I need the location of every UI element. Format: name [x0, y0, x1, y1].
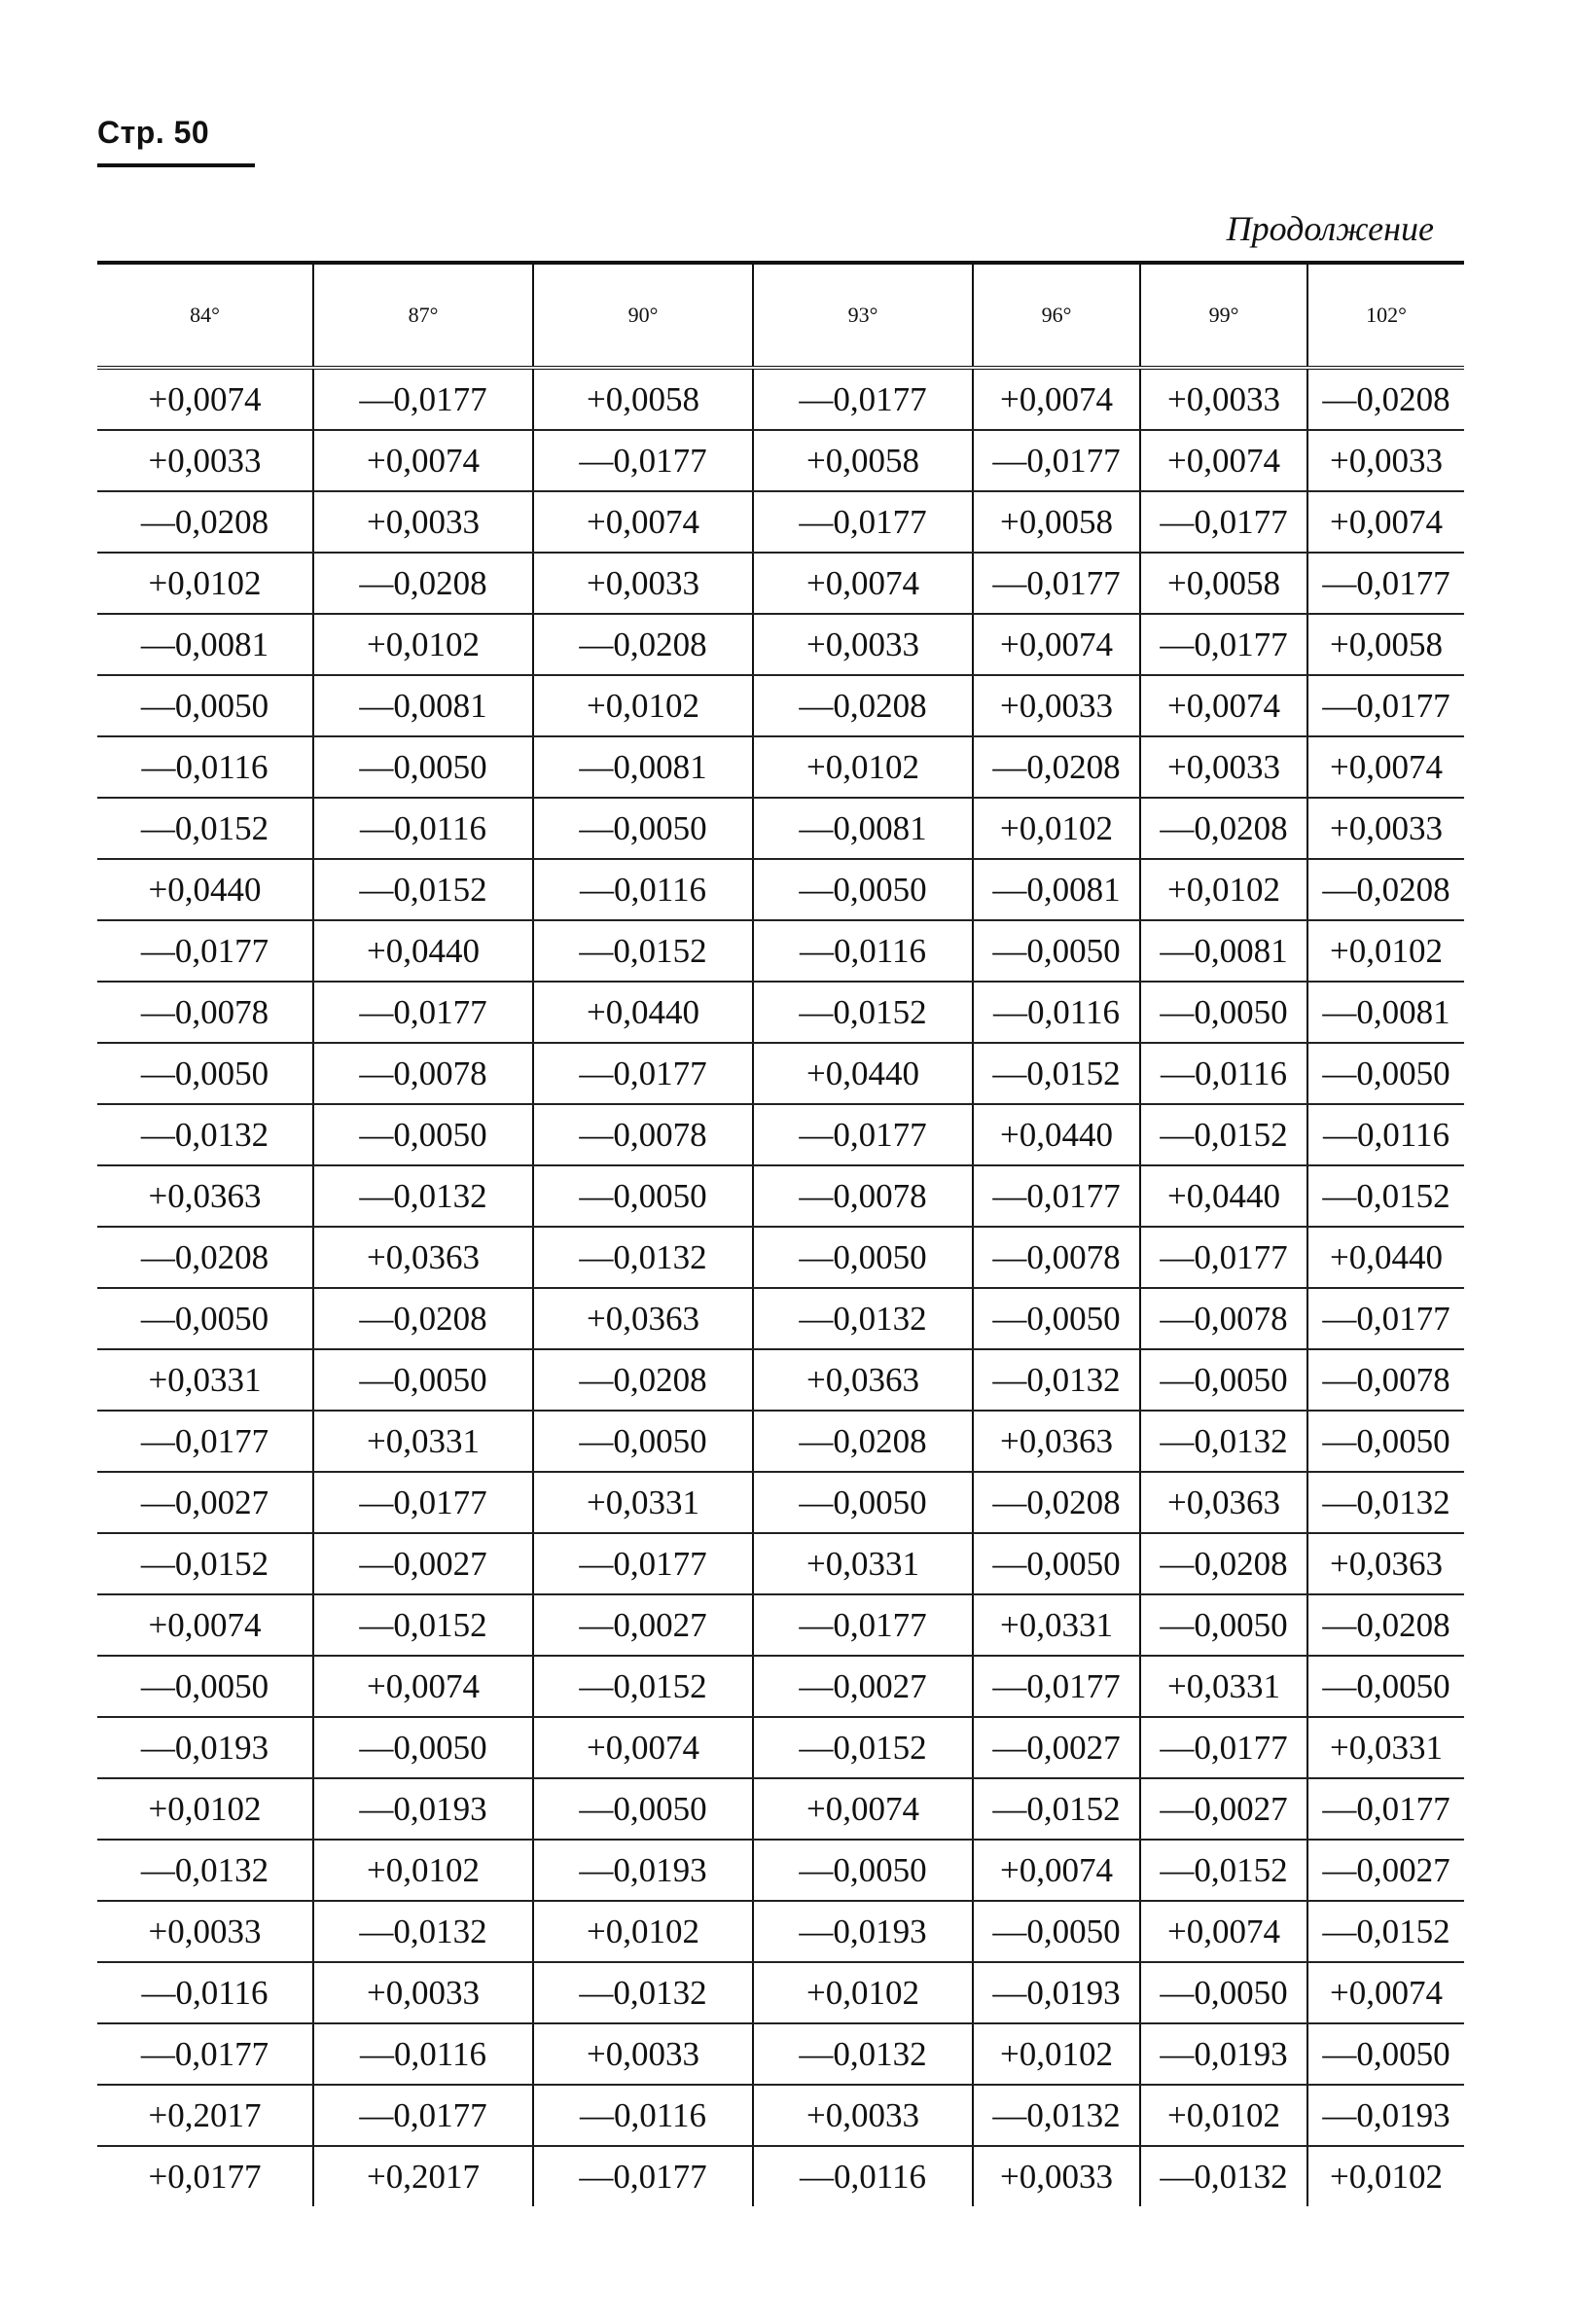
table-row [97, 1656, 1464, 1717]
table-cell: —0,0132 [533, 1227, 753, 1288]
table-row [97, 1472, 1464, 1533]
table-cell: +0,0440 [313, 920, 533, 982]
table-cell: —0,0132 [753, 2023, 973, 2085]
table-cell: —0,0193 [97, 1717, 313, 1778]
table-cell: —0,0050 [533, 1778, 753, 1840]
table-cell: —0,0050 [97, 675, 313, 736]
table-cell: —0,0177 [1307, 1288, 1464, 1349]
table-cell: —0,0132 [1307, 1472, 1464, 1533]
table-cell: +0,0102 [753, 736, 973, 798]
table-cell: —0,0177 [533, 1533, 753, 1594]
table-cell: +0,0033 [973, 675, 1140, 736]
table-cell: +0,0074 [1307, 491, 1464, 553]
table-cell: —0,0177 [313, 368, 533, 430]
table-cell: +0,0074 [533, 1717, 753, 1778]
table-cell: +0,0074 [1307, 736, 1464, 798]
table-cell: +0,0440 [753, 1043, 973, 1104]
table-cell: —0,0050 [973, 1533, 1140, 1594]
table-cell: —0,0208 [1140, 798, 1307, 859]
table-cell: —0,0027 [533, 1594, 753, 1656]
column-header: 96° [973, 265, 1140, 368]
table-cell: —0,0152 [753, 982, 973, 1043]
table-cell: —0,0116 [1307, 1104, 1464, 1165]
table-cell: —0,0208 [97, 491, 313, 553]
table-cell: —0,0152 [1140, 1840, 1307, 1901]
table-cell: —0,0132 [973, 2085, 1140, 2146]
table-cell: +0,0331 [313, 1411, 533, 1472]
page-number: Стр. 50 [97, 115, 210, 150]
table-cell: +0,0363 [1307, 1533, 1464, 1594]
table-cell: +0,0074 [97, 1594, 313, 1656]
table-row [97, 798, 1464, 859]
table-row [97, 491, 1464, 553]
table-cell: —0,0050 [753, 859, 973, 920]
table-cell: —0,0177 [973, 553, 1140, 614]
table-cell: —0,0152 [97, 1533, 313, 1594]
table-cell: +0,0033 [313, 491, 533, 553]
table-row [97, 675, 1464, 736]
table-cell: +0,0363 [1140, 1472, 1307, 1533]
table-cell: +0,0102 [97, 553, 313, 614]
table-cell: —0,0177 [1140, 491, 1307, 553]
table-cell: —0,0027 [1307, 1840, 1464, 1901]
table-cell: —0,0132 [973, 1349, 1140, 1411]
table-cell: —0,0116 [753, 2146, 973, 2206]
column-header: 87° [313, 265, 533, 368]
table-cell: —0,0027 [313, 1533, 533, 1594]
table-cell: +0,0331 [973, 1594, 1140, 1656]
table-cell: —0,0050 [753, 1840, 973, 1901]
table-row [97, 859, 1464, 920]
table-cell: —0,0193 [1140, 2023, 1307, 2085]
data-table [97, 265, 1464, 2206]
table-cell: +0,0331 [753, 1533, 973, 1594]
table-row [97, 1778, 1464, 1840]
table-cell: +0,0363 [533, 1288, 753, 1349]
table-cell: +0,0363 [973, 1411, 1140, 1472]
table-cell: +0,0102 [973, 798, 1140, 859]
table-row [97, 1165, 1464, 1227]
table-cell: —0,0050 [313, 736, 533, 798]
table-cell: —0,0078 [753, 1165, 973, 1227]
table-cell: —0,0208 [753, 675, 973, 736]
table-cell: —0,0208 [533, 614, 753, 675]
table-cell: —0,0050 [313, 1717, 533, 1778]
table-cell: —0,0078 [1307, 1349, 1464, 1411]
table-cell: —0,0177 [1307, 1778, 1464, 1840]
table-cell: +0,0102 [1307, 920, 1464, 982]
table-row [97, 982, 1464, 1043]
table-row [97, 1104, 1464, 1165]
table-cell: +0,0074 [1140, 1901, 1307, 1962]
table-cell: +0,0440 [1307, 1227, 1464, 1288]
table-cell: —0,0177 [97, 920, 313, 982]
table-cell: —0,0177 [313, 982, 533, 1043]
table-cell: +0,0074 [973, 614, 1140, 675]
table-cell: —0,0078 [313, 1043, 533, 1104]
table-cell: +0,0058 [973, 491, 1140, 553]
table-cell: —0,0208 [1140, 1533, 1307, 1594]
table-cell: +0,0033 [753, 614, 973, 675]
table-row [97, 1227, 1464, 1288]
table-cell: —0,0208 [973, 1472, 1140, 1533]
table-cell: —0,0177 [1140, 614, 1307, 675]
table-cell: —0,0177 [1307, 553, 1464, 614]
table-cell: —0,0050 [1140, 1594, 1307, 1656]
table-cell: —0,0050 [533, 1165, 753, 1227]
table-row [97, 920, 1464, 982]
table-cell: +0,0102 [313, 1840, 533, 1901]
table-row [97, 2023, 1464, 2085]
table-cell: +0,0363 [97, 1165, 313, 1227]
table-row [97, 2085, 1464, 2146]
table-cell: —0,0208 [313, 1288, 533, 1349]
table-cell: —0,0050 [533, 1411, 753, 1472]
table-cell: —0,0050 [973, 1288, 1140, 1349]
table-cell: —0,0081 [533, 736, 753, 798]
table-cell: +0,0074 [533, 491, 753, 553]
table-cell: —0,0132 [97, 1104, 313, 1165]
table-row [97, 1901, 1464, 1962]
table-cell: —0,0132 [313, 1165, 533, 1227]
table-cell: +0,2017 [97, 2085, 313, 2146]
table-cell: —0,0208 [1307, 1594, 1464, 1656]
table-cell: —0,0116 [753, 920, 973, 982]
table-cell: +0,0033 [1140, 736, 1307, 798]
table-cell: —0,0152 [1140, 1104, 1307, 1165]
table-row [97, 2146, 1464, 2206]
table-cell: +0,0102 [1140, 2085, 1307, 2146]
table-cell: —0,0116 [973, 982, 1140, 1043]
table-cell: +0,0177 [148, 2157, 262, 2196]
table-cell: —0,0078 [533, 1104, 753, 1165]
table-cell: +0,0074 [1140, 675, 1307, 736]
table-cell: —0,0050 [753, 1472, 973, 1533]
table-cell: +0,0058 [753, 430, 973, 491]
table-cell: +0,0102 [1307, 2146, 1464, 2206]
table-cell: +0,0331 [1307, 1717, 1464, 1778]
table-cell: —0,0152 [313, 1594, 533, 1656]
table-cell: —0,0132 [97, 1840, 313, 1901]
table-cell: —0,0116 [533, 2085, 753, 2146]
table-cell: +0,0074 [1307, 1962, 1464, 2023]
table-row [97, 1840, 1464, 1901]
table-cell: —0,0050 [1140, 982, 1307, 1043]
column-header: 99° [1140, 265, 1307, 368]
table-cell: —0,0116 [533, 859, 753, 920]
table-cell: +0,0440 [97, 859, 313, 920]
table-cell: —0,0152 [1307, 1165, 1464, 1227]
table-cell: +0,0033 [533, 553, 753, 614]
table-cell: —0,0177 [753, 491, 973, 553]
table-cell: —0,0050 [97, 1288, 313, 1349]
table-cell: —0,0193 [533, 1840, 753, 1901]
table-cell: —0,0050 [313, 1349, 533, 1411]
table-cell: +0,0033 [1307, 798, 1464, 859]
table-cell: —0,0193 [313, 1778, 533, 1840]
table-cell: —0,0050 [1307, 1411, 1464, 1472]
table-cell: —0,0116 [1140, 1043, 1307, 1104]
table-row [97, 1411, 1464, 1472]
table-cell: —0,0193 [753, 1901, 973, 1962]
table-cell: +0,0102 [753, 1962, 973, 2023]
table-cell: —0,0152 [753, 1717, 973, 1778]
table-cell: —0,0177 [97, 1411, 313, 1472]
table-cell: —0,0050 [1140, 1349, 1307, 1411]
table-cell: —0,0132 [1140, 1411, 1307, 1472]
table-cell: —0,0193 [1307, 2085, 1464, 2146]
table-row [97, 553, 1464, 614]
column-header: 84° [97, 265, 313, 368]
table-cell: +0,0074 [313, 430, 533, 491]
table-row [97, 1533, 1464, 1594]
table-cell: —0,0027 [753, 1656, 973, 1717]
table-cell: —0,0177 [97, 2023, 313, 2085]
table-row [97, 614, 1464, 675]
table-cell: —0,0078 [97, 982, 313, 1043]
table-row [97, 1717, 1464, 1778]
table-cell: —0,0177 [313, 1472, 533, 1533]
table-cell: —0,0116 [97, 736, 313, 798]
table-cell: —0,0081 [1307, 982, 1464, 1043]
table-cell: —0,0027 [1140, 1778, 1307, 1840]
table-cell: +0,0102 [533, 675, 753, 736]
table-cell: —0,0081 [753, 798, 973, 859]
table-cell: +0,0033 [973, 2146, 1140, 2206]
table-cell: +0,0102 [1140, 859, 1307, 920]
table-cell: —0,0152 [973, 1043, 1140, 1104]
table-cell: —0,0132 [313, 1901, 533, 1962]
table-cell: —0,0152 [97, 798, 313, 859]
table-cell: +0,0074 [973, 368, 1140, 430]
table-cell: —0,0050 [973, 1901, 1140, 1962]
page-number-underline [97, 163, 255, 167]
table-cell: +0,0033 [1140, 368, 1307, 430]
table-cell: —0,0177 [973, 1656, 1140, 1717]
table-cell: —0,0116 [313, 2023, 533, 2085]
table-cell: +0,0074 [973, 1840, 1140, 1901]
table-cell: —0,0116 [97, 1962, 313, 2023]
table-cell: +0,0331 [97, 1349, 313, 1411]
column-header: 102° [1307, 265, 1464, 368]
table-cell: +0,0102 [533, 1901, 753, 1962]
table-cell: +0,0440 [1140, 1165, 1307, 1227]
table-cell: —0,0116 [313, 798, 533, 859]
table-cell: +0,0074 [97, 368, 313, 430]
table-cell: +0,0363 [313, 1227, 533, 1288]
table-cell: —0,0177 [753, 1594, 973, 1656]
table-cell: +0,0033 [97, 1901, 313, 1962]
table-cell: —0,0027 [97, 1472, 313, 1533]
table-cell: +0,0363 [753, 1349, 973, 1411]
table-row [97, 368, 1464, 430]
data-table-container [97, 265, 1464, 2206]
table-cell: —0,0208 [973, 736, 1140, 798]
table-cell: —0,0177 [1307, 675, 1464, 736]
table-cell: —0,0050 [973, 920, 1140, 982]
table-cell: —0,0193 [973, 1962, 1140, 2023]
table-cell: —0,0177 [973, 1165, 1140, 1227]
table-cell: +0,0033 [97, 430, 313, 491]
table-cell: —0,0208 [1307, 859, 1464, 920]
table-cell: —0,0177 [313, 2085, 533, 2146]
table-cell: —0,0050 [1140, 1962, 1307, 2023]
table-cell: —0,0050 [97, 1043, 313, 1104]
table-row [97, 1043, 1464, 1104]
table-cell: —0,0177 [753, 368, 973, 430]
table-cell: +0,0440 [973, 1104, 1140, 1165]
table-cell: +0,0058 [1140, 553, 1307, 614]
table-cell: —0,0177 [533, 1043, 753, 1104]
table-cell: —0,0050 [97, 1656, 313, 1717]
column-header: 93° [753, 265, 973, 368]
table-cell: —0,0050 [533, 798, 753, 859]
table-row [97, 1288, 1464, 1349]
table-cell: —0,0152 [1307, 1901, 1464, 1962]
table-cell: +0,0102 [973, 2023, 1140, 2085]
table-cell: —0,0027 [973, 1717, 1140, 1778]
table-cell: +0,0074 [753, 553, 973, 614]
table-body [97, 368, 1464, 2206]
table-cell: —0,0177 [973, 430, 1140, 491]
table-cell: —0,0177 [1140, 1227, 1307, 1288]
table-cell: —0,0081 [973, 859, 1140, 920]
table-cell: —0,0208 [313, 553, 533, 614]
table-cell: —0,0208 [533, 1349, 753, 1411]
table-cell: +0,0102 [97, 1778, 313, 1840]
table-cell: +0,0331 [1140, 1656, 1307, 1717]
table-cell: +0,0033 [1307, 430, 1464, 491]
table-row [97, 430, 1464, 491]
table-cell: —0,0208 [97, 1227, 313, 1288]
table-cell: —0,0152 [533, 920, 753, 982]
column-header: 90° [533, 265, 753, 368]
table-cell: —0,0208 [1307, 368, 1464, 430]
table-cell: +0,0058 [1307, 614, 1464, 675]
table-row [97, 1962, 1464, 2023]
table-cell: —0,0208 [753, 1411, 973, 1472]
table-cell: —0,0078 [1140, 1288, 1307, 1349]
table-cell: —0,0152 [533, 1656, 753, 1717]
table-cell: +0,0033 [533, 2023, 753, 2085]
table-cell: +0,0102 [313, 614, 533, 675]
table-cell: +0,0074 [313, 1656, 533, 1717]
table-cell: —0,0078 [973, 1227, 1140, 1288]
table-cell: —0,0177 [533, 430, 753, 491]
table-cell: +0,0033 [753, 2085, 973, 2146]
table-row [97, 1349, 1464, 1411]
table-cell: —0,0081 [1140, 920, 1307, 982]
table-cell: —0,0152 [313, 859, 533, 920]
table-row [97, 1594, 1464, 1656]
table-row [97, 736, 1464, 798]
continuation-label: Продолжение [1226, 209, 1434, 248]
table-cell: —0,0050 [313, 1104, 533, 1165]
table-cell: —0,0050 [1307, 2023, 1464, 2085]
table-cell: —0,0081 [313, 675, 533, 736]
table-cell: —0,0050 [1307, 1043, 1464, 1104]
table-cell: +0,0331 [533, 1472, 753, 1533]
table-cell: +0,2017 [313, 2146, 533, 2206]
table-cell: —0,0050 [1307, 1656, 1464, 1717]
table-cell: —0,0152 [973, 1778, 1140, 1840]
table-cell: —0,0177 [753, 1104, 973, 1165]
table-cell: —0,0132 [1140, 2146, 1307, 2206]
table-cell: +0,0058 [533, 368, 753, 430]
table-cell: —0,0177 [1140, 1717, 1307, 1778]
table-cell: —0,0132 [753, 1288, 973, 1349]
table-cell: —0,0050 [753, 1227, 973, 1288]
table-cell: +0,0074 [1140, 430, 1307, 491]
table-header-row [97, 265, 1464, 368]
table-cell: +0,0074 [753, 1778, 973, 1840]
table-cell: +0,0440 [533, 982, 753, 1043]
table-cell: —0,0132 [533, 1962, 753, 2023]
table-cell: —0,0081 [97, 614, 313, 675]
table-cell: —0,0177 [533, 2146, 753, 2206]
table-cell: +0,0033 [313, 1962, 533, 2023]
